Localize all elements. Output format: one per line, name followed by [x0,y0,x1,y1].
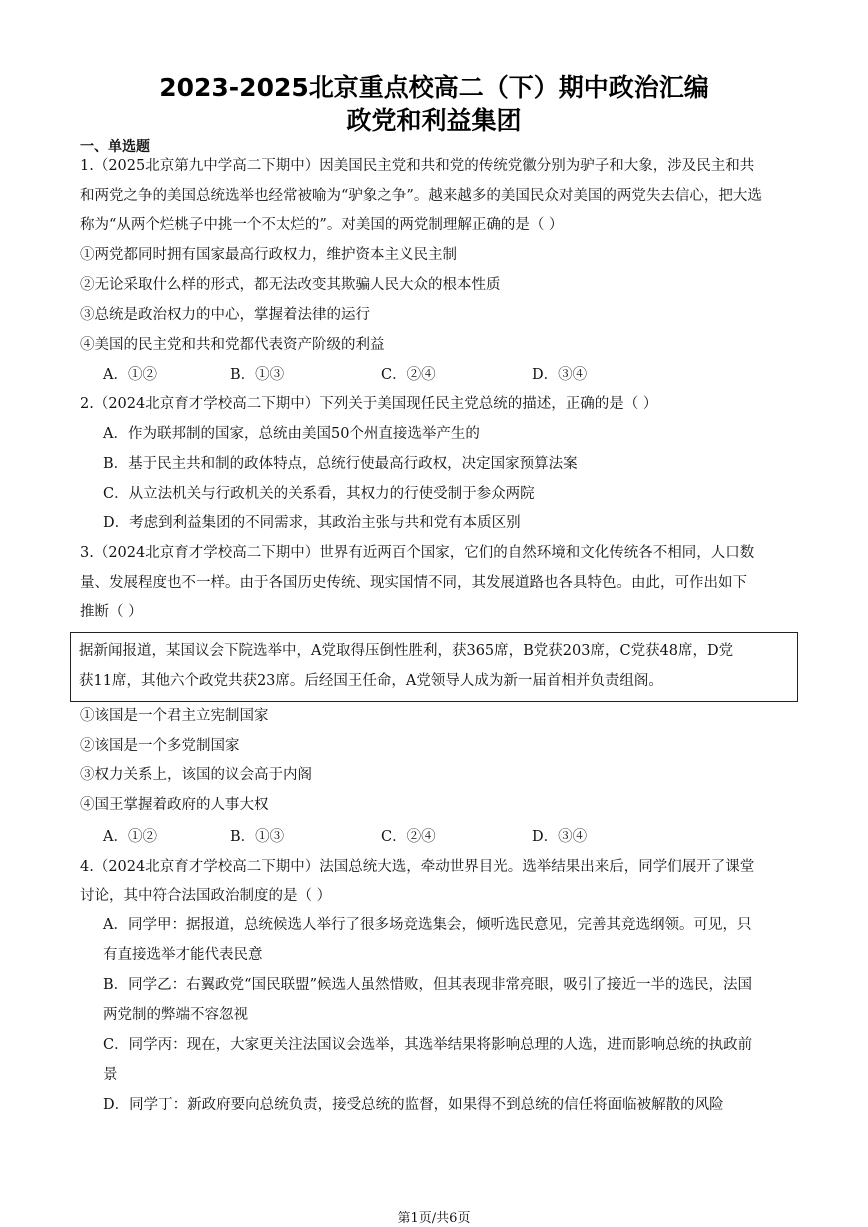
q3-option-b: B．①③ [230,829,285,845]
q3-material-line: 获11席，其他六个政党共获23席。后经国王任命，A党领导人成为新一届首相并负责组阁。 [79,673,663,689]
q2-option-a: A．作为联邦制的国家，总统由美国50个州直接选举产生的 [103,426,480,442]
q4-option-b-cont: 两党制的弊端不容忽视 [103,1007,248,1023]
q2-stem: 2.（2024北京育才学校高二下期中）下列关于美国现任民主党总统的描述，正确的是（ ） [80,396,658,412]
q1-statement: ①两党都同时拥有国家最高行政权力，维护资本主义民主制 [80,247,457,263]
q3-option-c: C．②④ [381,829,436,845]
q4-option-d: D．同学丁：新政府要向总统负责，接受总统的监督，如果得不到总统的信任将面临被解散的风险 [103,1097,724,1113]
q3-statement: ③权力关系上，该国的议会高于内阁 [80,767,312,783]
section-heading: 一、单选题 [80,139,150,155]
q3-stem-line: 量、发展程度也不一样。由于各国历史传统、现实国情不同，其发展道路也各具特色。由此，可作出如下 [80,575,747,591]
page-footer: 第1页/共6页 [397,1211,471,1226]
document-title: 2023-2025北京重点校高二（下）期中政治汇编 [159,73,709,102]
q3-option-d: D．③④ [532,829,588,845]
q3-option-a: A．①② [103,829,157,845]
q3-stem-line: 推断（ ） [80,604,143,620]
q4-stem-line: 4.（2024北京育才学校高二下期中）法国总统大选，牵动世界目光。选举结果出来后，同学们展开了课堂 [80,859,755,875]
q3-stem-line: 3.（2024北京育才学校高二下期中）世界有近两百个国家，它们的自然环境和文化传统各不相同，人口数 [80,545,755,561]
q4-option-a: A．同学甲：据报道，总统候选人举行了很多场竞选集会，倾听选民意见，完善其竞选纲领。可见，只 [103,917,752,933]
q1-statement: ②无论采取什么样的形式，都无法改变其欺骗人民大众的根本性质 [80,277,501,293]
q1-option-a: A．①② [103,367,157,383]
q1-option-c: C．②④ [381,367,436,383]
q1-stem-line: 和两党之争的美国总统选举也经常被喻为“驴象之争”。越来越多的美国民众对美国的两党失去信心，把大选 [80,188,762,204]
q4-option-b: B．同学乙：右翼政党“国民联盟”候选人虽然惜败，但其表现非常亮眼，吸引了接近一半的选民，法国 [103,977,752,993]
q3-statement: ④国王掌握着政府的人事大权 [80,797,269,813]
q1-stem-line: 称为“从两个烂桃子中挑一个不太烂的”。对美国的两党制理解正确的是（ ） [80,217,564,233]
q1-option-d: D．③④ [532,367,588,383]
q1-statement: ④美国的民主党和共和党都代表资产阶级的利益 [80,337,385,353]
q1-option-b: B．①③ [230,367,285,383]
q4-stem-line: 讨论，其中符合法国政治制度的是（ ） [80,888,332,904]
q3-material-box [70,632,798,702]
q2-option-b: B．基于民主共和制的政体特点，总统行使最高行政权，决定国家预算法案 [103,456,578,472]
q2-option-c: C．从立法机关与行政机关的关系看，其权力的行使受制于参众两院 [103,486,535,502]
q3-statement: ①该国是一个君主立宪制国家 [80,708,269,724]
q1-statement: ③总统是政治权力的中心，掌握着法律的运行 [80,307,370,323]
q4-option-c-cont: 景 [103,1067,118,1083]
q3-material-line: 据新闻报道，某国议会下院选举中，A党取得压倒性胜利，获365席，B党获203席，C党获48席，D党 [79,643,734,659]
q3-statement: ②该国是一个多党制国家 [80,738,240,754]
q2-option-d: D．考虑到利益集团的不同需求，其政治主张与共和党有本质区别 [103,515,521,531]
document-subtitle: 政党和利益集团 [346,106,522,135]
q4-option-a-cont: 有直接选举才能代表民意 [103,947,263,963]
q1-stem-line: 1.（2025北京第九中学高二下期中）因美国民主党和共和党的传统党徽分别为驴子和大象，涉及民主和共 [80,158,755,174]
q4-option-c: C．同学丙：现在，大家更关注法国议会选举，其选举结果将影响总理的人选，进而影响总统的执政前 [103,1037,753,1053]
